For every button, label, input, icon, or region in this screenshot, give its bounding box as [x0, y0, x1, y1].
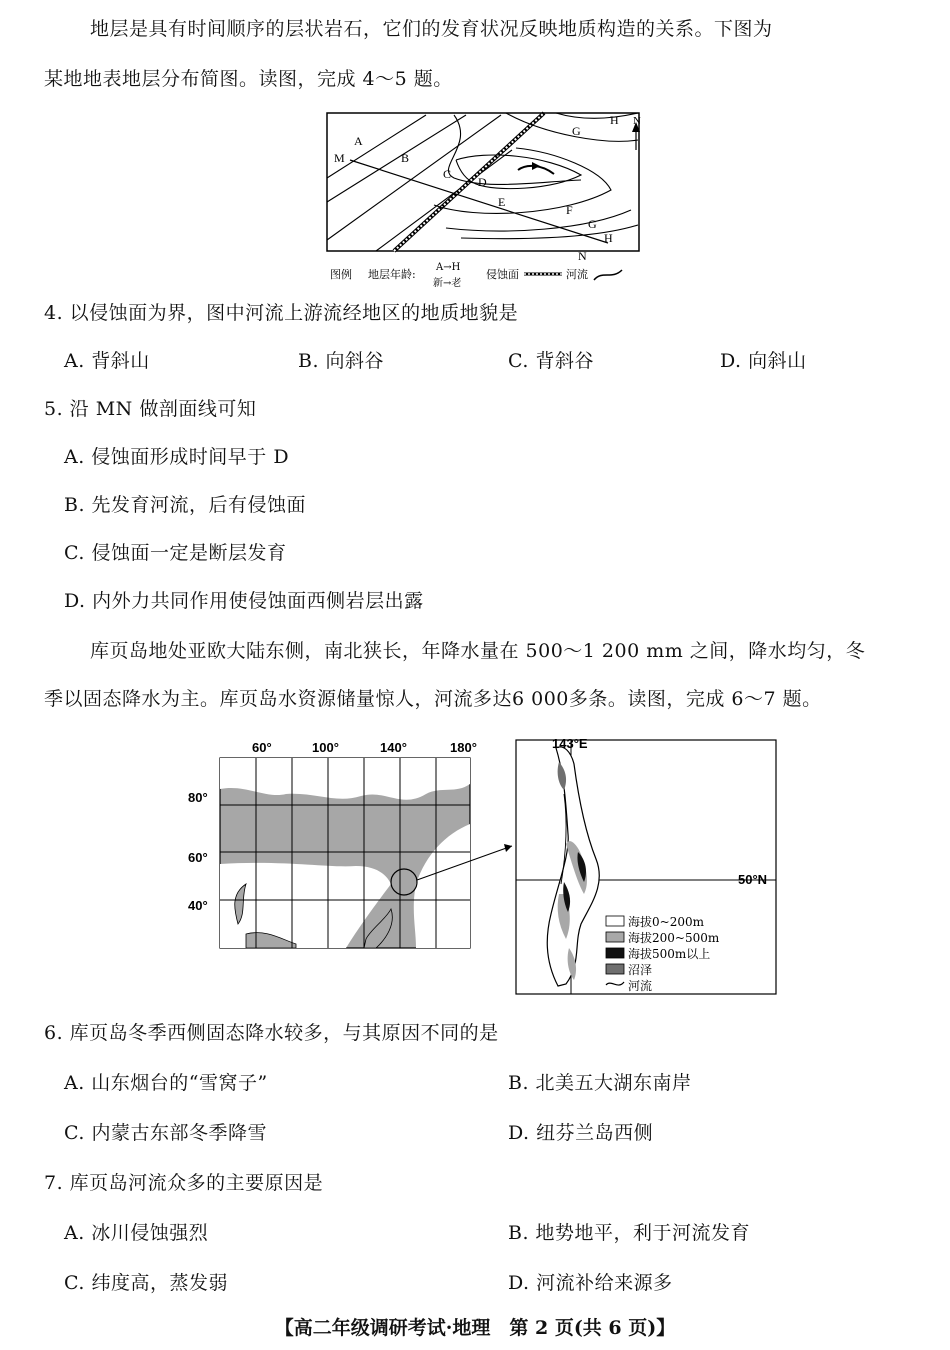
legend-river-symbol [594, 270, 622, 280]
label-H-top: H [610, 113, 619, 127]
lon-label-140: 140° [380, 740, 407, 755]
legend-age-arrow-top: A→H [436, 262, 461, 273]
q4-option-a: A. 背斜山 [64, 350, 150, 372]
legend-500m-plus: 海拔500m以上 [628, 947, 711, 961]
q5-option-c: C. 侵蚀面一定是断层发育 [64, 542, 287, 564]
label-F: F [566, 203, 573, 217]
legend-swatch-marsh [606, 964, 624, 974]
legend-swatch-200-500m [606, 932, 624, 942]
q5-option-a: A. 侵蚀面形成时间早于 D [64, 446, 290, 468]
q6-option-c: C. 内蒙古东部冬季降雪 [64, 1122, 267, 1144]
q7-option-d: D. 河流补给来源多 [508, 1272, 673, 1294]
intro2-line1: 库页岛地处亚欧大陆东侧，南北狭长，年降水量在 500～1 200 mm 之间，降水均匀，冬 [90, 640, 866, 662]
q4-stem: 4. 以侵蚀面为界，图中河流上游流经地区的地质地貌是 [44, 302, 519, 324]
strata-map-legend [330, 262, 622, 289]
legend-erosion-text: 侵蚀面 [486, 268, 519, 281]
q7-option-c: C. 纬度高，蒸发弱 [64, 1272, 228, 1294]
q4-option-c: C. 背斜谷 [508, 350, 594, 372]
label-G-bottom: G [588, 217, 597, 231]
legend-200-500m: 海拔200~500m [628, 931, 720, 945]
lon-label-180: 180° [450, 740, 477, 755]
lon-label-100: 100° [312, 740, 339, 755]
q7-option-a: A. 冰川侵蚀强烈 [64, 1222, 209, 1244]
legend-title: 图例 [330, 268, 352, 281]
label-G-top: G [572, 124, 581, 138]
label-north: N [633, 115, 641, 127]
label-C: C [443, 167, 452, 181]
q5-option-d: D. 内外力共同作用使侵蚀面西侧岩层出露 [64, 590, 424, 612]
lat-label-80: 80° [188, 790, 208, 805]
legend-age-arrow-bottom: 新→老 [433, 278, 462, 289]
lat-label-40: 40° [188, 898, 208, 913]
lat-label-60: 60° [188, 850, 208, 865]
intro1-line1: 地层是具有时间顺序的层状岩石，它们的发育状况反映地质构造的关系。下图为 [90, 18, 773, 40]
q5-option-b: B. 先发育河流，后有侵蚀面 [64, 494, 307, 516]
page-footer: 【高二年级调研考试·地理 第 2 页(共 6 页)】 [274, 1317, 676, 1339]
label-N: N [578, 249, 587, 263]
strata-map-figure [326, 110, 642, 292]
inset-lat-label: 50°N [738, 872, 768, 887]
legend-swatch-0-200m [606, 916, 624, 926]
label-A: A [354, 134, 363, 148]
label-D: D [478, 175, 487, 189]
legend-0-200m: 海拔0~200m [628, 915, 704, 929]
legend-river: 河流 [628, 979, 653, 993]
q4-option-d: D. 向斜山 [720, 350, 807, 372]
label-B: B [401, 151, 410, 165]
q6-option-d: D. 纽芬兰岛西侧 [508, 1122, 654, 1144]
label-E: E [498, 195, 506, 209]
legend-swatch-500m-plus [606, 948, 624, 958]
q7-stem: 7. 库页岛河流众多的主要原因是 [44, 1172, 324, 1194]
legend-river-text: 河流 [566, 268, 588, 281]
legend-age-label: 地层年龄: [368, 268, 416, 281]
sakhalin-map-figure [186, 734, 780, 1000]
q6-option-b: B. 北美五大湖东南岸 [508, 1072, 692, 1094]
inset-lon-label: 143°E [552, 736, 588, 751]
intro1-line2: 某地地表地层分布简图。读图，完成 4～5 题。 [44, 68, 453, 90]
legend-marsh: 沼泽 [628, 963, 653, 977]
lon-label-60: 60° [252, 740, 272, 755]
q6-option-a: A. 山东烟台的“雪窝子” [64, 1072, 268, 1094]
q6-stem: 6. 库页岛冬季西侧固态降水较多，与其原因不同的是 [44, 1022, 499, 1044]
q5-stem: 5. 沿 MN 做剖面线可知 [44, 398, 257, 420]
world-map [220, 758, 512, 948]
q7-option-b: B. 地势地平，利于河流发育 [508, 1222, 751, 1244]
intro2-line2: 季以固态降水为主。库页岛水资源储量惊人，河流多达6 000多条。读图，完成 6～7 题。 [44, 688, 822, 710]
label-M: M [334, 151, 345, 165]
sakhalin-inset [516, 740, 776, 994]
q4-option-b: B. 向斜谷 [298, 350, 385, 372]
label-H-bottom: H [604, 231, 613, 245]
